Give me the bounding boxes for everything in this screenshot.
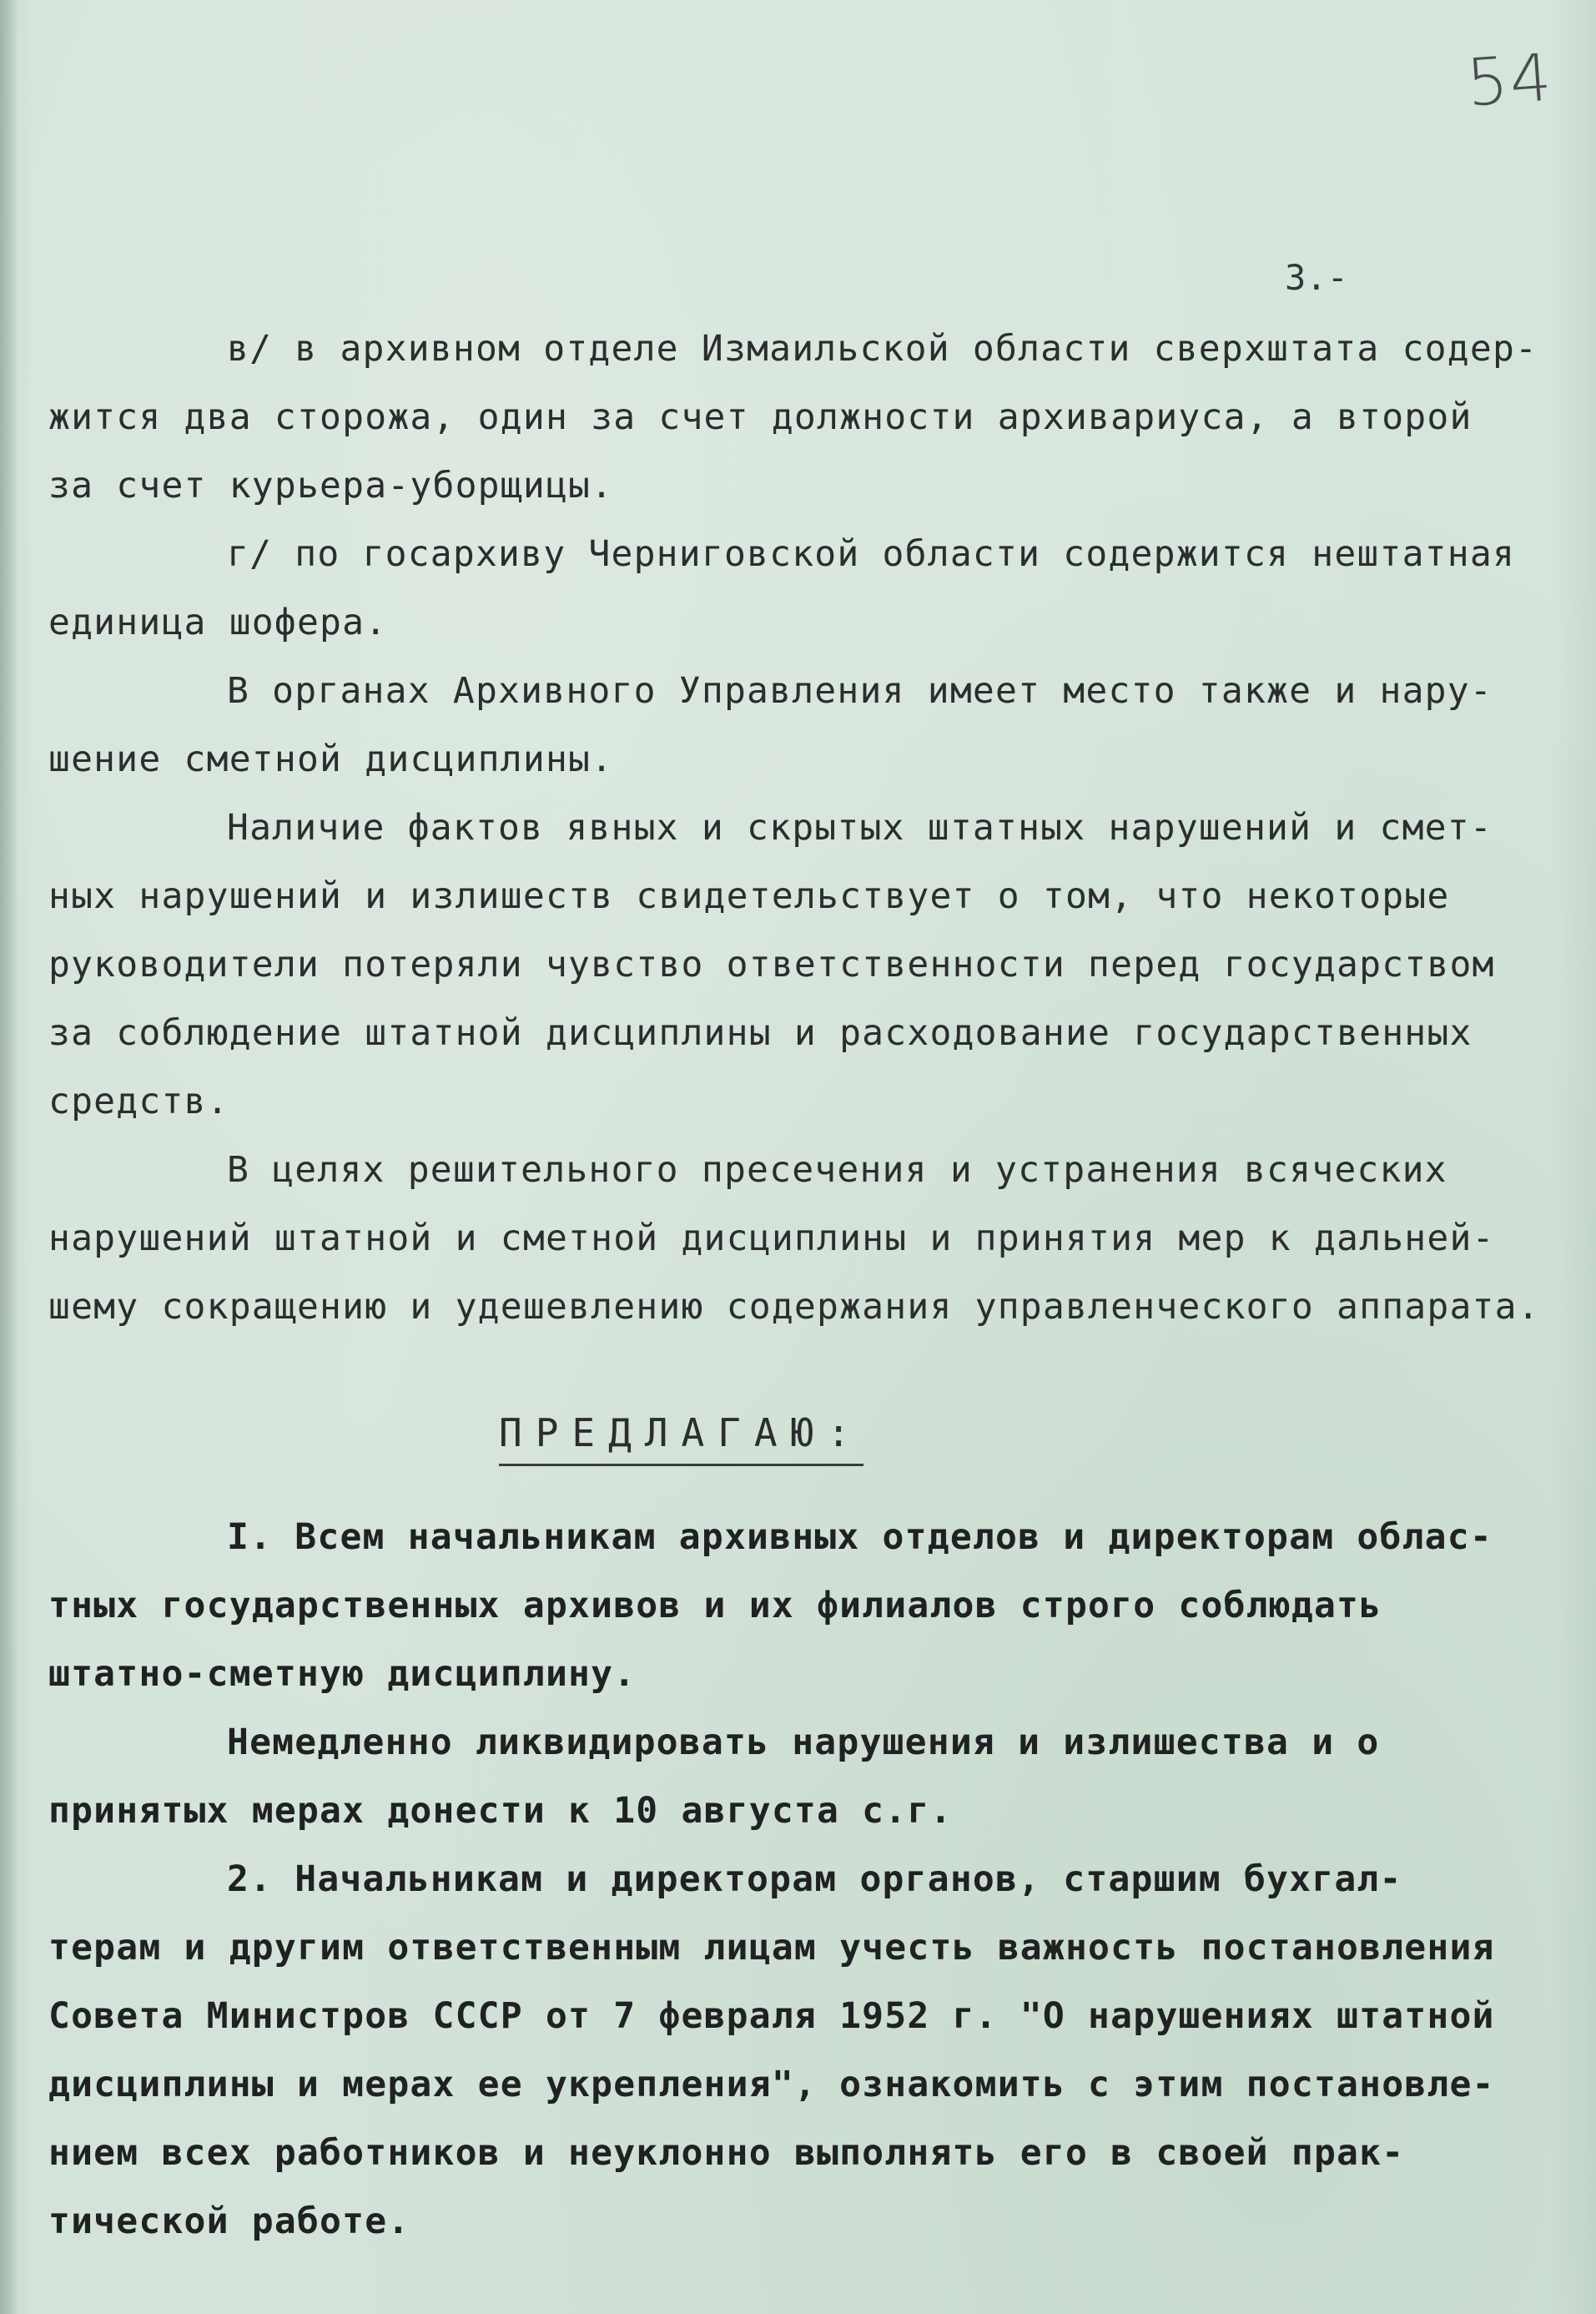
text-line: руководители потеряли чувство ответственности перед государством <box>48 944 1495 986</box>
text-line: шение сметной дисциплины. <box>48 739 614 780</box>
text-line: штатно-сметную дисциплину. <box>48 1653 637 1695</box>
text-line: I. Всем начальникам архивных отделов и директорам облас- <box>227 1516 1493 1558</box>
text-line: Совета Министров СССР от 7 февраля 1952 г. "О нарушениях штатной <box>48 1995 1495 2037</box>
text-line: В целях решительного пресечения и устранения всяческих <box>227 1149 1447 1191</box>
binding-edge-shadow <box>0 0 18 2314</box>
text-line: тных государственных архивов и их филиалов строго соблюдать <box>48 1585 1382 1626</box>
text-line: в/ в архивном отделе Измаильской области сверхштата содер- <box>227 328 1538 370</box>
text-line: В органах Архивного Управления имеет место также и нару- <box>227 670 1493 712</box>
text-line: единица шофера. <box>48 602 388 643</box>
text-line: 2. Начальникам и директорам органов, старшим бухгал- <box>227 1858 1402 1900</box>
text-line: тической работе. <box>48 2201 410 2242</box>
text-line: Немедленно ликвидировать нарушения и излишества и о <box>227 1722 1380 1763</box>
text-line: шему сокращению и удешевлению содержания управленческого аппарата. <box>48 1286 1540 1328</box>
text-line: г/ по госархиву Черниговской области содержится нештатная <box>227 533 1516 575</box>
text-line: ных нарушений и излишеств свидетельствует о том, что некоторые <box>48 875 1450 917</box>
folio-number: 54 <box>1463 40 1556 122</box>
section-heading: ПРЕДЛАГАЮ: <box>499 1410 863 1466</box>
text-line: нарушений штатной и сметной дисциплины и принятия мер к дальней- <box>48 1217 1495 1259</box>
text-line: принятых мерах донести к 10 августа с.г. <box>48 1790 953 1832</box>
text-line: терам и другим ответственным лицам учесть важность постановления <box>48 1927 1495 1969</box>
text-line: жится два сторожа, один за счет должности архивариуса, а второй <box>48 396 1473 438</box>
text-line: за счет курьера-уборщицы. <box>48 465 614 507</box>
page-number: 3.- <box>1285 257 1348 298</box>
text-line: за соблюдение штатной дисциплины и расходование государственных <box>48 1012 1473 1054</box>
text-line: средств. <box>48 1081 229 1122</box>
text-line: дисциплины и мерах ее укрепления", ознакомить с этим постановле- <box>48 2064 1495 2105</box>
text-line: Наличие фактов явных и скрытых штатных нарушений и смет- <box>227 807 1493 849</box>
text-line: нием всех работников и неуклонно выполнять его в своей прак- <box>48 2132 1405 2174</box>
